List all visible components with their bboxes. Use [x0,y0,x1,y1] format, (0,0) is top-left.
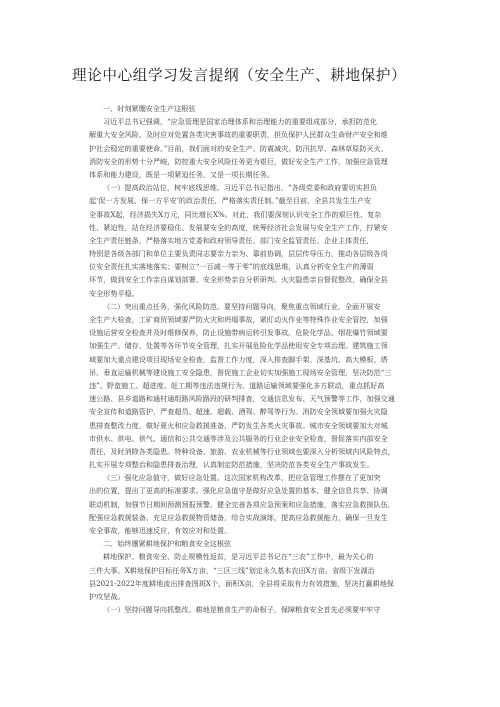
paragraph-line: 性、紧迫性，站在经济要稳住、发展要安全的高度，统筹经济社会发展与安全生产工作，拧紧安 [89,222,388,232]
document-title: 理论中心组学习发言提纲（安全生产、耕地保护） [72,67,407,84]
paragraph-line: 吊、垂直运输机械等建设施工安全隐患，督促施工企业切实加强施工现场安全管理，坚决防范“三 [89,367,392,377]
paragraph-line: 设施运营安全检查并及时维修保养，防止设施带病运转引发事故。危险化学品、烟花爆竹领域要 [89,328,388,338]
paragraph-line: （二）突出重点任务，强化风险防范。要坚持问题导向，聚焦重点领域行业，全面开展安 [103,301,381,311]
paragraph-line: 全生产责任链条，严格落实地方党委和政府领导责任、部门安全监管责任、企业主体责任， [89,235,374,245]
paragraph-line: 安全形势平稳。 [89,288,139,298]
paragraph-line: 护社会稳定的重要使命。”目前，我们面对的安全生产、防震减灾、防汛抗旱、森林草原防灭火、 [89,143,388,153]
paragraph-line: 位安全责任扎实落地落实；要树立“一百减一等于零”的底线思维，认真分析安全生产的薄弱 [89,262,374,272]
paragraph-line: 解重大安全风险、及时应对处置各类灾害事故的重要职责，担负保护人民群众生命财产安全和维 [89,130,388,140]
paragraph-line: 起‘促一方发展、保一方平安’的政治责任，严格落实责任制。”截至目前，全县共发生生产安 [89,196,372,206]
paragraph-line: 扎实开展专项整治和隐患排查治理，认真制定防范措施，坚决防范各类安全生产事故发生。 [89,460,374,470]
paragraph-line: 全事故X起，经济损失X万元，同比增长X%。对此，我们要深刻认识安全工作的艰巨性、复杂 [89,209,382,219]
paragraph-line: （三）强化应急值守，做好应急处置。这次国家机构改革，把应急管理工作摆在了更加突 [103,473,381,483]
paragraph-line: 责任，及时消除各类隐患。特种设备、旅游、农业机械等行业领域也要深入分析领域内风险特点， [89,446,395,456]
paragraph-line: 县2021-2022年度耕地流出排查图斑X个，面积X亩，全县将采取有力有效措施，坚决打赢耕地保 [89,578,394,588]
paragraph-line: （一）坚持问题导向抓整改。耕地是粮食生产的命根子，保障粮食安全首先必须要牢牢守 [103,605,381,615]
paragraph-line: 二、始终绷紧耕地保护和粮食安全这根弦 [103,539,232,549]
document-body [89,102,429,616]
paragraph-line: （一）提高政治站位，树牢底线思维。习近平总书记指出，“各级党委和政府要切实担负 [103,183,377,193]
paragraph-line: 护攻坚战。 [89,591,125,601]
paragraph-line: 加强生产、储存、处置等各环节安全管理，扎实开展危险化学品使用安全专项治理。建筑施工领 [89,341,388,351]
paragraph-line: 安全事故，能够迅速反应，有效应对和处置。 [89,526,232,535]
paragraph-line: 联动机制，加强节日期间预测预报预警。健全完善各项应急预案和应急措施，落实应急救援队伍， [89,499,395,509]
paragraph-line: 习近平总书记强调，“应急管理是国家治理体系和治理能力的重要组成部分，承担防范化 [103,117,377,127]
paragraph-line: 域要加大重点建设项目现场安全检查，监督工作力度，深入排查脚手架、深基坑、高大模板、塔 [89,354,388,364]
paragraph-line: 速公路、县乡道路和通村通组路风险路段的研判排查，交通信息发布、天气预警等工作，加强交通 [89,394,395,404]
paragraph-line: 患排查整改力度，做好夏火和应急救援准备，严防发生各类火灾事故。城市安全领域要加大对城 [89,420,388,430]
paragraph-line: 耕地保护、粮食安全、防止规模性返贫，是习近平总书记在“三农”工作中，最为关心的 [103,552,374,562]
paragraph-line: 安全宣传和道路管护，严查超员、超速、超载、酒驾、醉驾等行为。消防安全领域要加强火灾隐 [89,407,388,417]
paragraph-line: 市供水、供电、供气、通信和公共交通等涉及公共服务的行业企业安全检查，督促落实内部安全 [89,433,388,443]
paragraph-line: 消防安全的形势十分严峻，防控重大安全风险任务更为艰巨，做好安全生产工作，加强应急管理 [89,156,388,166]
paragraph-line: 三件大事。X耕地保护目标任务X万亩，“三区三线”划定永久基本农田X万亩。省级下发湖治 [89,565,375,575]
paragraph-line: 配强应急救援装备、充足应急救援物资储备，综合实战演练，提高应急救援能力，确保一旦发生 [89,512,388,522]
paragraph-line: 全生产大检查，工矿商贸领域要严防火灾和坍塌事故，紧盯动火作业等特殊作业安全管控，加强 [89,315,388,324]
paragraph-line: 特别是各级各部门和单位主要负责同志要亲力亲为、靠前协调，层层传导压力，推动各层级各岗 [89,249,388,259]
paragraph-line: 违”、野蛮施工、超进度、赶工期等违法违规行为。道路运输领域要强化多方联动，重点抓好高 [89,380,385,390]
paragraph-line: 体系和能力建设，既是一项紧迫任务，又是一项长期任务。 [89,169,274,179]
paragraph-line: 环节，做到安全工作亲自谋划部署、安全形势亲自分析研判、火灾隐患亲自督促整改，确保全县 [89,275,388,285]
paragraph-line: 出的位置，提出了更高的标准要求。强化应急值守是做好应急处置的基本，健全信息共享、协调 [89,486,388,496]
paragraph-line: 一、时刻紧绷安全生产这根弦 [103,104,196,113]
